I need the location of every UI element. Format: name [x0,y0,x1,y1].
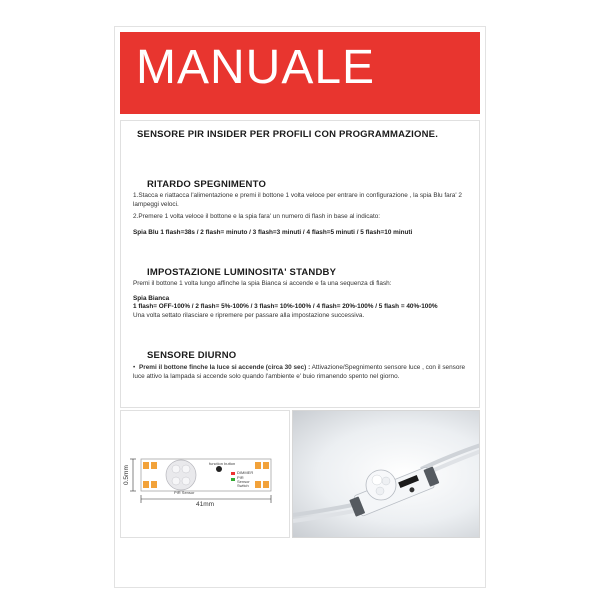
bullet-dot: • [133,364,136,371]
pir-sensor-label: PIR Sensor [174,490,195,495]
section-heading-ritardo: RITARDO SPEGNIMENTO [147,179,267,190]
pcb-diagram-svg [121,411,291,539]
ritardo-flash-table: Spia Blu 1 flash=38s / 2 flash= minuto / 3 flash=3 minuti / 4 flash=5 minuti / 5 flash=10 minuti [133,229,413,236]
document-title: SENSORE PIR INSIDER PER PROFILI CON PROGRAMMAZIONE. [137,129,439,140]
page-title: MANUALE [136,41,376,94]
header-banner [120,32,480,114]
height-dimension-label: 0.5mm [123,465,130,485]
section-heading-luminosita: IMPOSTAZIONE LUMINOSITA' STANDBY [147,267,337,278]
diurno-bullet [133,363,473,381]
dimmer-label: DIMMER [237,470,254,475]
luminosita-step-3: Una volta settato rilasciare e ripremere per passare alla impostazione successiva. [133,312,365,319]
manual-body [120,120,480,408]
product-images [120,410,480,538]
luminosita-flash-table: 1 flash= OFF-100% / 2 flash= 5%-100% / 3 flash= 10%-100% / 4 flash= 20%-100% / 5 flash = 40%-100% [133,303,438,310]
product-photo-svg [293,411,480,538]
ritardo-step-1: 1.Stacca e riattacca l'alimentazione e premi il bottone 1 volta veloce per entrare in configurazione , la spia Blu fara' 2 lampeggi veloci. [133,192,462,208]
diurno-bullet-text: Attivazione/Spegnimento sensore luce , con il sensore luce attivo la lampada si accende solo quando l'ambiente e' buio rimanendo spento nel giorno. [133,364,466,380]
luminosita-spia-label: Spia Bianca [133,295,170,302]
luminosita-step-1: Premi il bottone 1 volta lungo affinche la spia Bianca si accende e fa una sequenza di flash: [133,280,392,287]
ritardo-step-2: 2.Premere 1 volta veloce il bottone e la spia fara' un numero di flash in base al indicato: [133,213,381,220]
diurno-bullet-bold: Premi il bottone finche la luce si accende (circa 30 sec) : [139,364,311,371]
section-heading-diurno: SENSORE DIURNO [147,350,237,361]
width-dimension-label: 41mm [196,501,215,508]
product-photo [292,410,480,538]
pcb-dimension-diagram [120,410,290,538]
function-button-label: function button [209,461,236,466]
pir-switch-label: PIR Sensor Switch [237,475,250,488]
